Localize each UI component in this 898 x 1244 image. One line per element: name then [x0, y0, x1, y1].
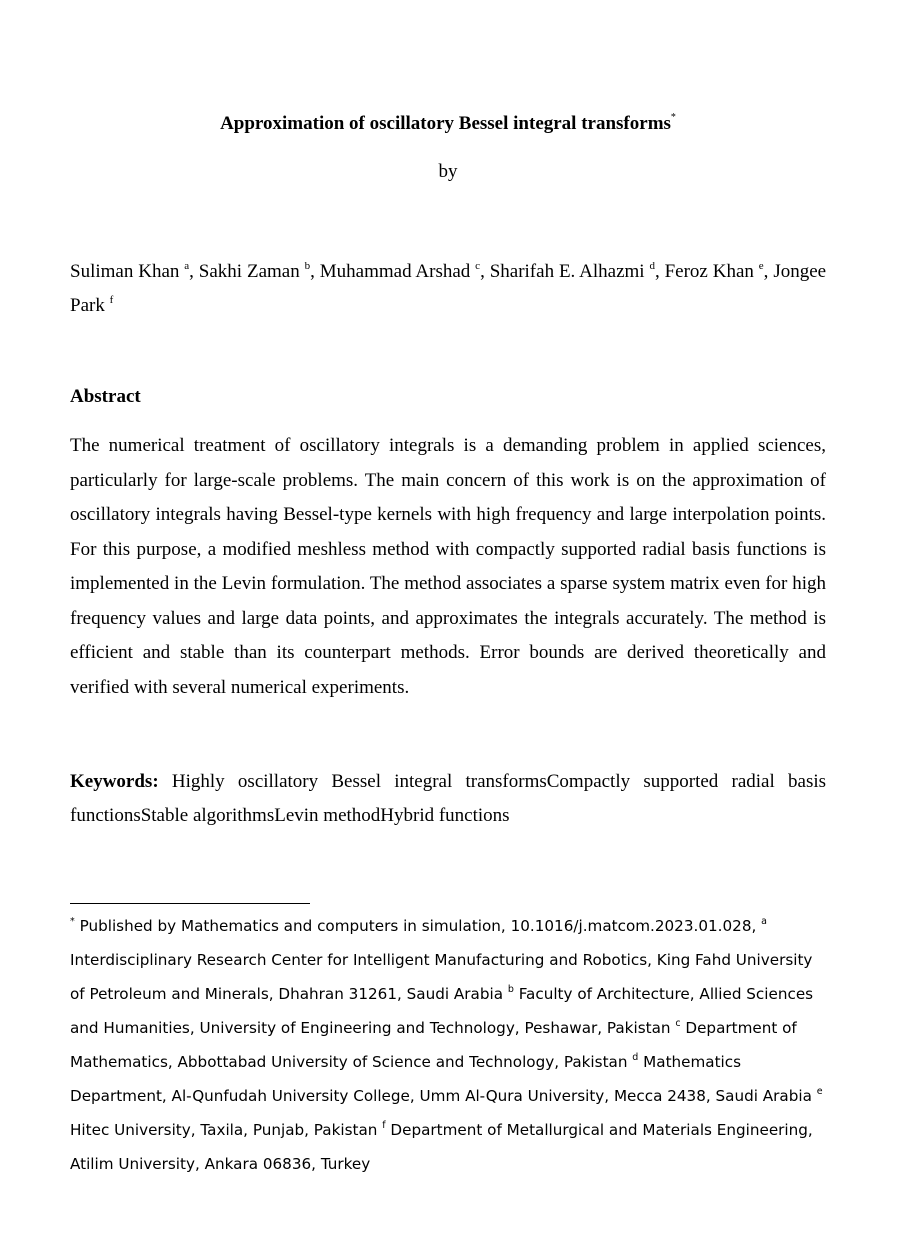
- footnote-mark: *: [70, 916, 75, 927]
- author: Muhammad Arshad $^c$,: [319, 260, 490, 282]
- affiliation-text: Interdisciplinary Research Center for Intelligent Manufacturing and Robotics, King Fahd University of Petroleum and Minerals, Dhahran 31261, Saudi Arabia: [70, 951, 813, 1003]
- affiliation-mark: b: [507, 984, 514, 995]
- affiliation-mark: c: [675, 1018, 681, 1029]
- abstract-heading: Abstract: [70, 386, 141, 407]
- keywords-text: Highly oscillatory Bessel integral transformsCompactly supported radial basis functionsStable algorithmsLevin methodHybrid functions: [70, 771, 827, 826]
- affiliation-text: Department of Metallurgical and Materials Engineering, Atilim University, Ankara 06836, Turkey: [70, 1121, 813, 1173]
- affiliation-mark: a: [761, 916, 767, 927]
- affiliation-mark: e: [816, 1086, 823, 1097]
- keywords-label: Keywords:: [70, 771, 159, 792]
- affiliation-text: Faculty of Architecture, Allied Sciences and Humanities, University of Engineering and Technology, Peshawar, Pakistan: [70, 985, 814, 1037]
- affiliation-mark: f: [382, 1120, 386, 1131]
- by-line: by: [438, 161, 458, 182]
- keywords: [70, 765, 826, 833]
- title-footnote-mark: *: [670, 112, 676, 123]
- footnote: [70, 909, 826, 1181]
- author: Jongee Park $^f$: [70, 261, 827, 316]
- affiliation-text: Hitec University, Taxila, Punjab, Pakistan: [70, 1121, 383, 1139]
- author: Sakhi Zaman $^b$,: [198, 260, 320, 282]
- author: Suliman Khan $^a$,: [70, 260, 199, 282]
- affiliation-text: Department of Mathematics, Abbottabad University of Science and Technology, Pakistan: [70, 1019, 797, 1071]
- author: Feroz Khan $^e$,: [664, 260, 774, 282]
- affiliation-mark: d: [632, 1052, 639, 1063]
- author: Sharifah E. Alhazmi $^d$,: [489, 260, 665, 282]
- paper-title-text: Approximation of oscillatory Bessel integral transforms: [220, 113, 671, 134]
- footnote-publication: Published by Mathematics and computers in simulation, 10.1016/j.matcom.2023.01.028,: [74, 917, 762, 935]
- author-list: [70, 255, 826, 323]
- paper-title: [70, 112, 826, 136]
- footnote-separator: [70, 903, 310, 904]
- affiliation-text: Mathematics Department, Al-Qunfudah University College, Umm Al-Qura University, Mecca 2438, Saudi Arabia: [70, 1053, 817, 1105]
- abstract-text: The numerical treatment of oscillatory integrals is a demanding problem in applied sciences, particularly for large-scale problems. The main concern of this work is on the approximation of oscillatory integrals having Bessel-type kernels with high frequency and large interpolation points. For this purpose, a modified meshless method with compactly supported radial basis functions is implemented in the Levin formulation. The method associates a sparse system matrix even for high frequency values and large data points, and approximates the integrals accurately. The method is efficient and stable than its counterpart methods. Error bounds are derived theoretically and verified with several numerical experiments.: [70, 435, 826, 698]
